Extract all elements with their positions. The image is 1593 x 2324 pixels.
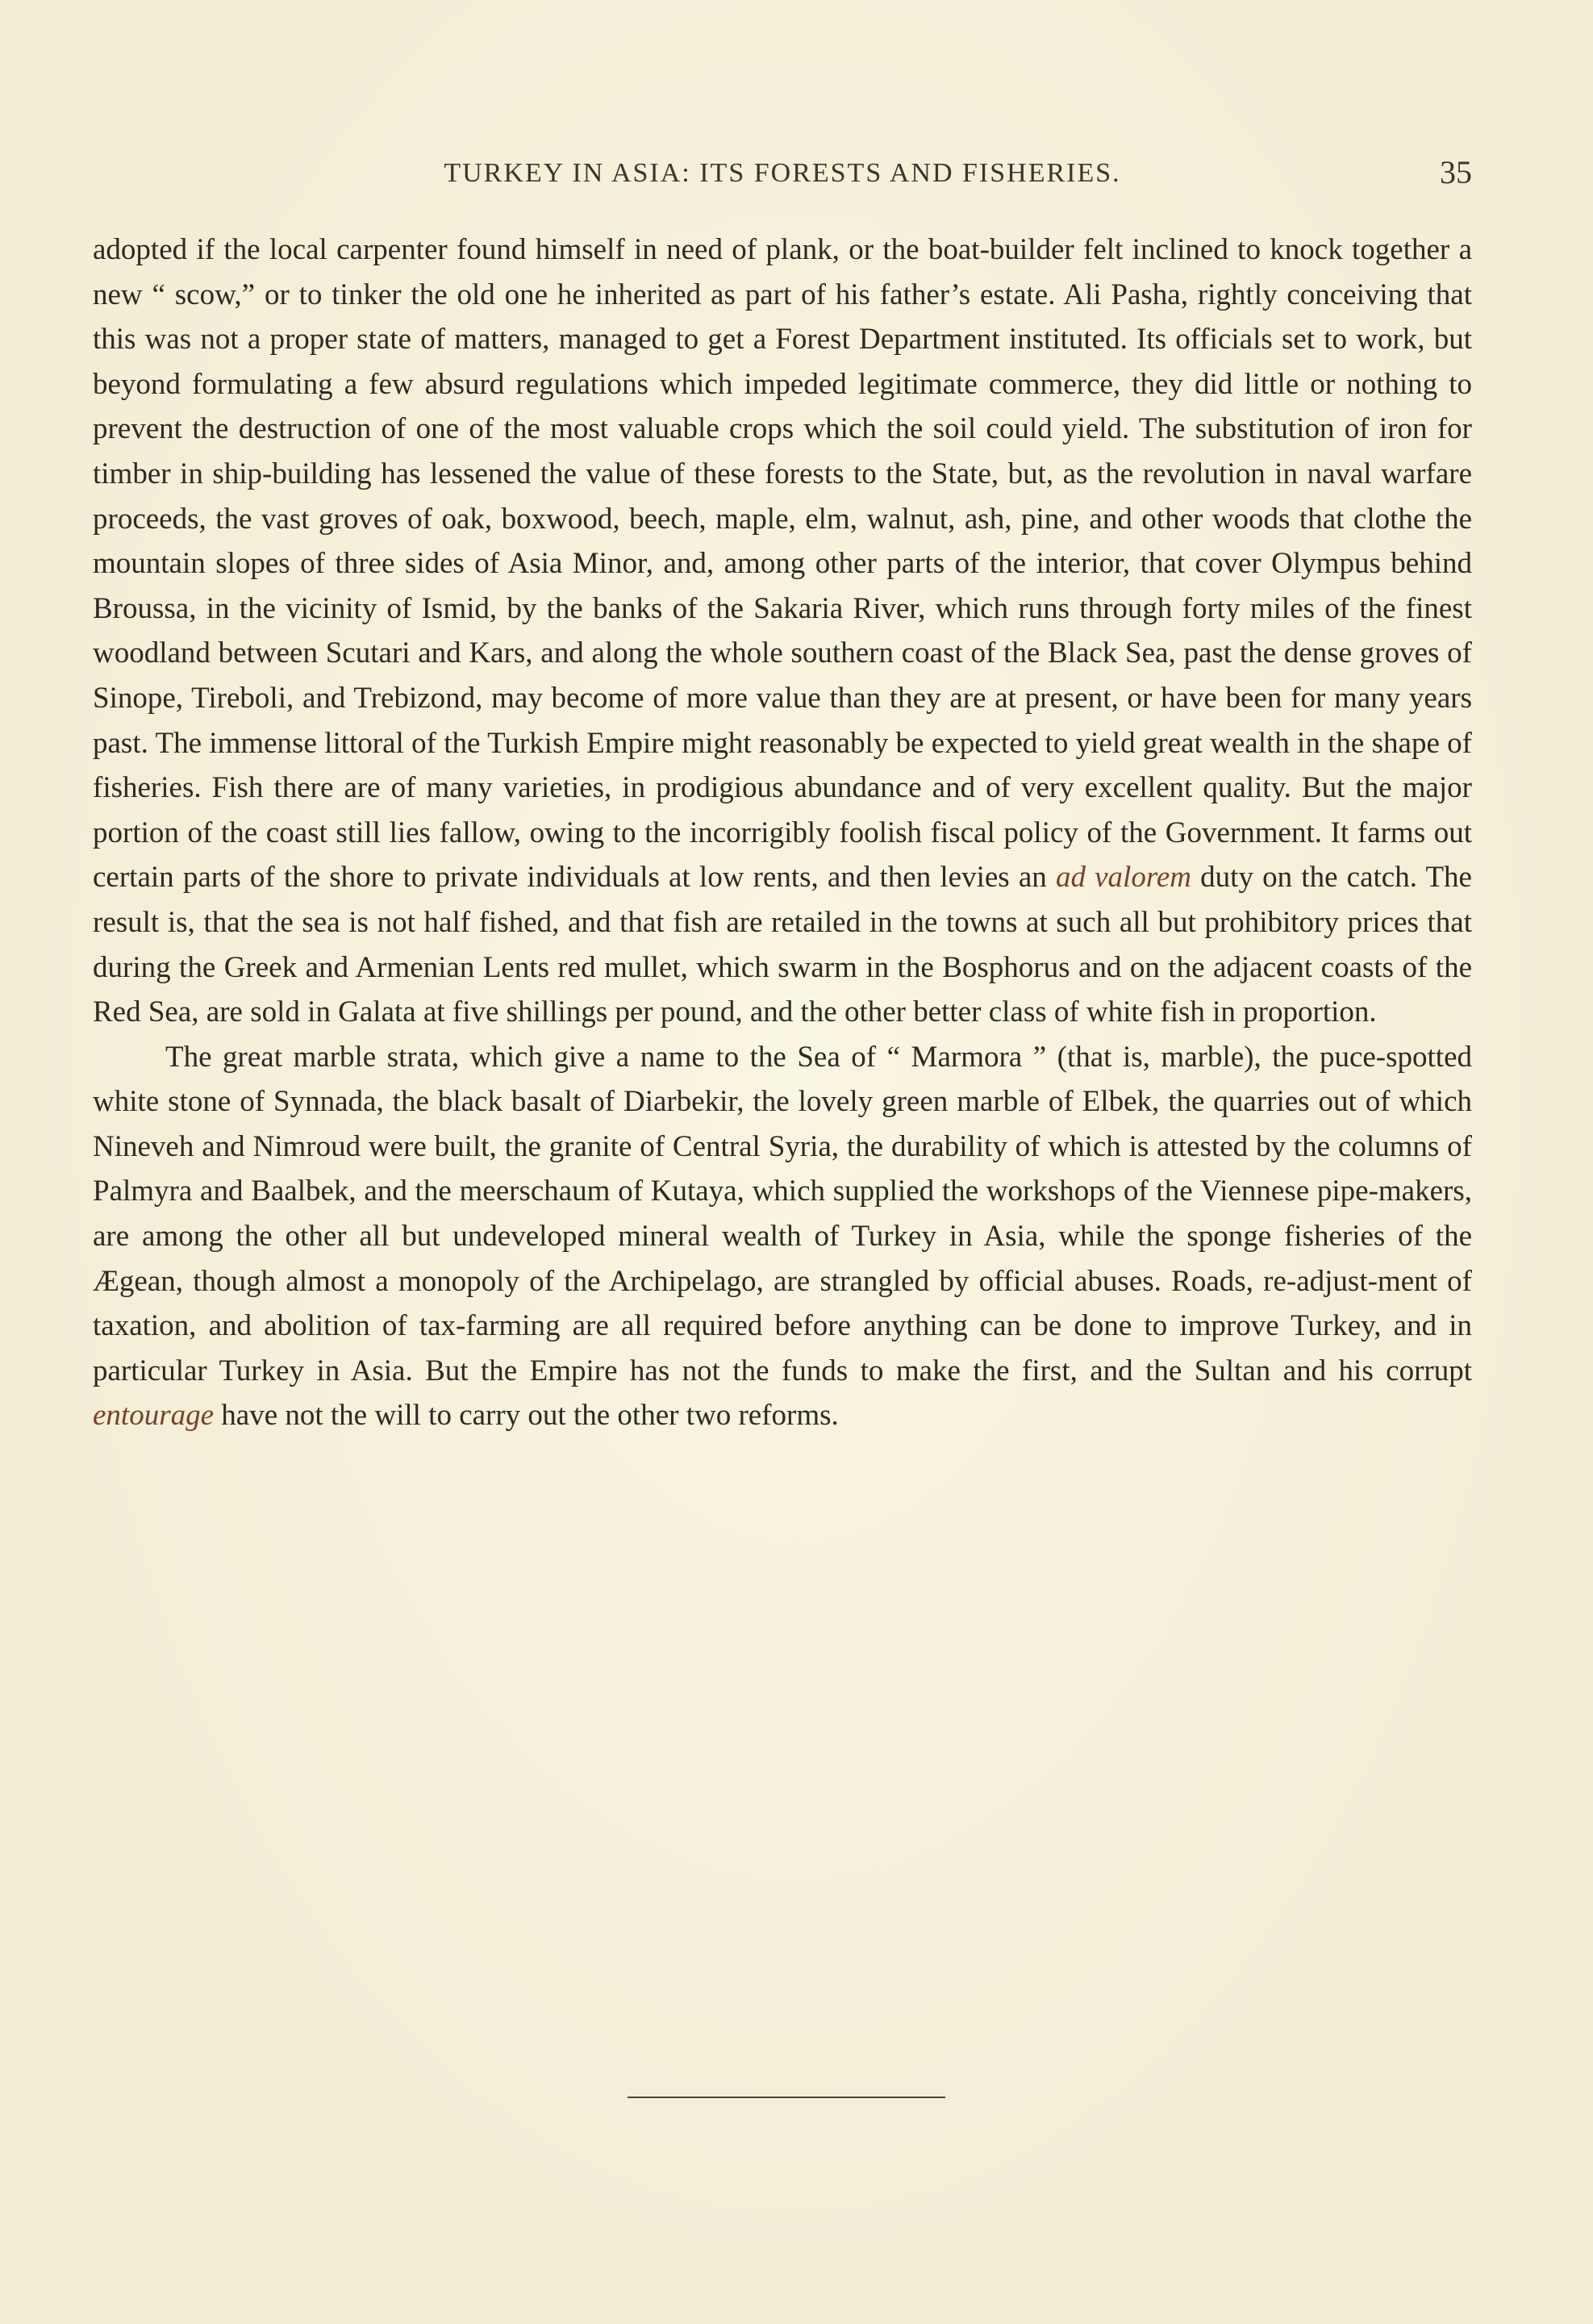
running-title: TURKEY IN ASIA: ITS FORESTS AND FISHERIES. (444, 158, 1121, 188)
section-end-rule (628, 2097, 945, 2098)
page-number: 35 (1440, 154, 1472, 190)
paragraph-text: adopted if the local carpenter found himself in need of plank, or the boat-builder felt inclined to knock together a new “ scow,” or to tinker the old one he inherited as part of his father’s estate. Ali Pasha, rightly conceiving that this was not a proper state of matters, managed to get a Forest Department instituted. Its officials set to work, but beyond formulating a few absurd regulations which impeded legitimate commerce, they did little or nothing to prevent the destruction of one of the most valuable crops which the soil could yield. The substitution of iron for timber in ship-building has lessened the value of these forests to the State, but, as the revolution in naval warfare proceeds, the vast groves of oak, boxwood, beech, maple, elm, walnut, ash, pine, and other woods that clothe the mountain slopes of three sides of Asia Minor, and, among other parts of the interior, that cover Olympus behind Broussa, in the vicinity of Ismid, by the banks of the Sakaria River, which runs through forty miles of the finest woodland between Scutari and Kars, and along the whole southern coast of the Black Sea, past the dense groves of Sinope, Tireboli, and Trebizond, may become of more value than they are at present, or have been for many years past. The immense littoral of the Turkish Empire might reasonably be expected to yield great wealth in the shape of fisheries. Fish there are of many varieties, in prodigious abundance and of very excellent quality. But the major portion of the coast still lies fallow, owing to the incorrigibly foolish fiscal policy of the Government. It farms out certain parts of the shore to private individuals at low rents, and then levies an (93, 233, 1472, 895)
paragraph-text: duty on the catch. The result is, that the sea is not half fished, and that fish are retailed in the towns at such all but prohibitory prices that during the Greek and Armenian Lents red mullet, which swarm in the Bosphorus and on the adjacent coasts of the Red Sea, are sold in Galata at five shillings per pound, and the other better class of white fish in proportion. (93, 861, 1472, 1029)
body-text (93, 227, 1472, 1438)
running-head (93, 153, 1472, 194)
paragraph-minerals (93, 1035, 1472, 1438)
italic-phrase: ad valorem (1055, 861, 1191, 895)
paragraph-text: The great marble strata, which give a name to the Sea of “ Marmora ” (that is, marble), the puce-spotted white stone of Synnada, the black basalt of Diarbekir, the lovely green marble of Elbek, the quarries out of which Nineveh and Nimroud were built, the granite of Central Syria, the durability of which is attested by the columns of Palmyra and Baalbek, and the meerschaum of Kutaya, which supplied the workshops of the Viennese pipe-makers, are among the other all but undeveloped mineral wealth of Turkey in Asia, while the sponge fisheries of the Ægean, though almost a monopoly of the Archipelago, are strangled by official abuses. Roads, re-adjust-ment of taxation, and abolition of tax-farming are all required before anything can be done to improve Turkey, and in particular Turkey in Asia. But the Empire has not the funds to make the first, and the Sultan and his corrupt (93, 1040, 1472, 1387)
paragraph-forests-fisheries (93, 227, 1472, 1035)
italic-phrase: entourage (93, 1399, 215, 1433)
paragraph-text: have not the will to carry out the other two reforms. (214, 1399, 839, 1433)
